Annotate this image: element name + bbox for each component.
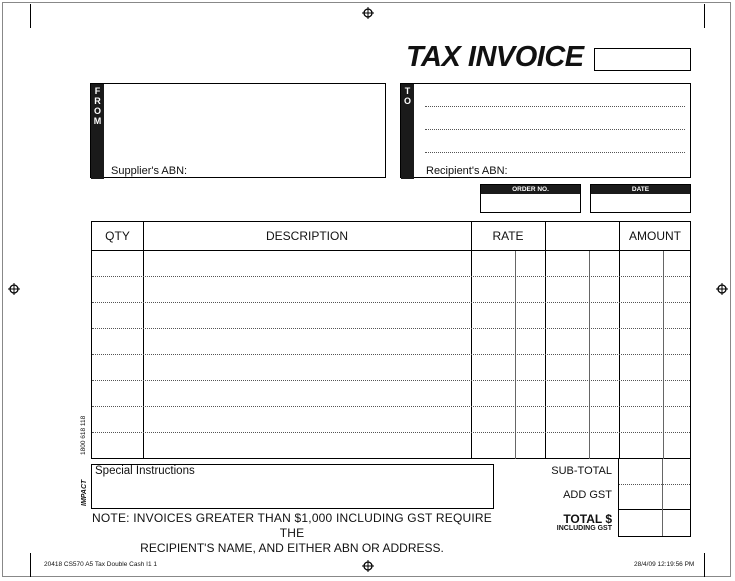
row-line [92,328,690,329]
registration-mark-icon [362,560,374,572]
totals-row-line [619,484,690,485]
from-band-letter: F [94,86,101,96]
from-band-letter: R [94,96,101,106]
from-band [91,84,104,179]
to-band [401,84,414,179]
gst-note-line: RECIPIENT'S NAME, AND EITHER ABN OR ADDRESS. [140,541,444,555]
to-band-letter: T [404,86,411,96]
supplier-abn-label: Supplier's ABN: [111,165,188,177]
order-no-label: ORDER NO. [481,185,580,194]
special-instructions-box[interactable] [91,464,494,509]
column-divider [545,222,546,458]
row-line [92,432,690,433]
registration-mark-icon [716,283,728,295]
date-label: DATE [591,185,690,194]
from-band-letter: O [93,106,101,116]
footer-right-text: 28/4/09 12:19:56 PM [634,561,695,568]
address-line [425,129,685,130]
totals-row-line [619,509,690,510]
totals-box[interactable] [618,459,691,537]
row-line [92,380,690,381]
header-underline [92,250,690,251]
special-instructions-label: Special Instructions [95,465,195,477]
to-band-letter: O [403,96,411,106]
recipient-abn-label: Recipient's ABN: [426,165,508,177]
qty-header: QTY [105,229,130,243]
row-line [92,302,690,303]
invoice-number-field[interactable] [594,48,691,71]
total-label: TOTAL $ [563,512,612,526]
to-box[interactable] [400,83,691,178]
line-items-table [91,221,691,459]
column-divider [143,222,144,458]
cents-divider [515,251,516,459]
crop-mark [704,4,705,28]
cents-divider [662,459,663,536]
invoice-title: TAX INVOICE [406,41,584,73]
column-divider [471,222,472,458]
crop-mark [704,553,705,577]
total-sublabel: INCLUDING GST [556,525,612,532]
crop-mark [30,553,31,577]
registration-mark-icon [8,283,20,295]
order-no-field[interactable] [480,184,581,213]
amount-header: AMOUNT [629,229,681,243]
row-line [92,406,690,407]
row-line [92,276,690,277]
row-line [92,354,690,355]
column-divider [619,222,620,458]
side-phone-number: 1800 618 118 [80,415,87,455]
address-line [425,152,685,153]
from-band-letter: M [93,116,102,126]
from-box[interactable] [90,83,386,178]
footer-left-text: 20418 CS570 A5 Tax Double Cash I1 1 [44,561,157,568]
gst-note-line: NOTE: INVOICES GREATER THAN $1,000 INCLUDING GST REQUIRE THE [92,511,492,540]
gst-note [86,511,498,556]
cents-divider [589,251,590,459]
side-brand-logo: IMPACT [81,479,88,506]
rate-header: RATE [492,229,524,243]
description-header: DESCRIPTION [265,229,348,243]
add-gst-label: ADD GST [563,489,612,501]
registration-mark-icon [362,7,374,19]
subtotal-label: SUB-TOTAL [551,465,612,477]
date-field[interactable] [590,184,691,213]
address-line [425,106,685,107]
crop-mark [30,4,31,28]
cents-divider [663,251,664,459]
